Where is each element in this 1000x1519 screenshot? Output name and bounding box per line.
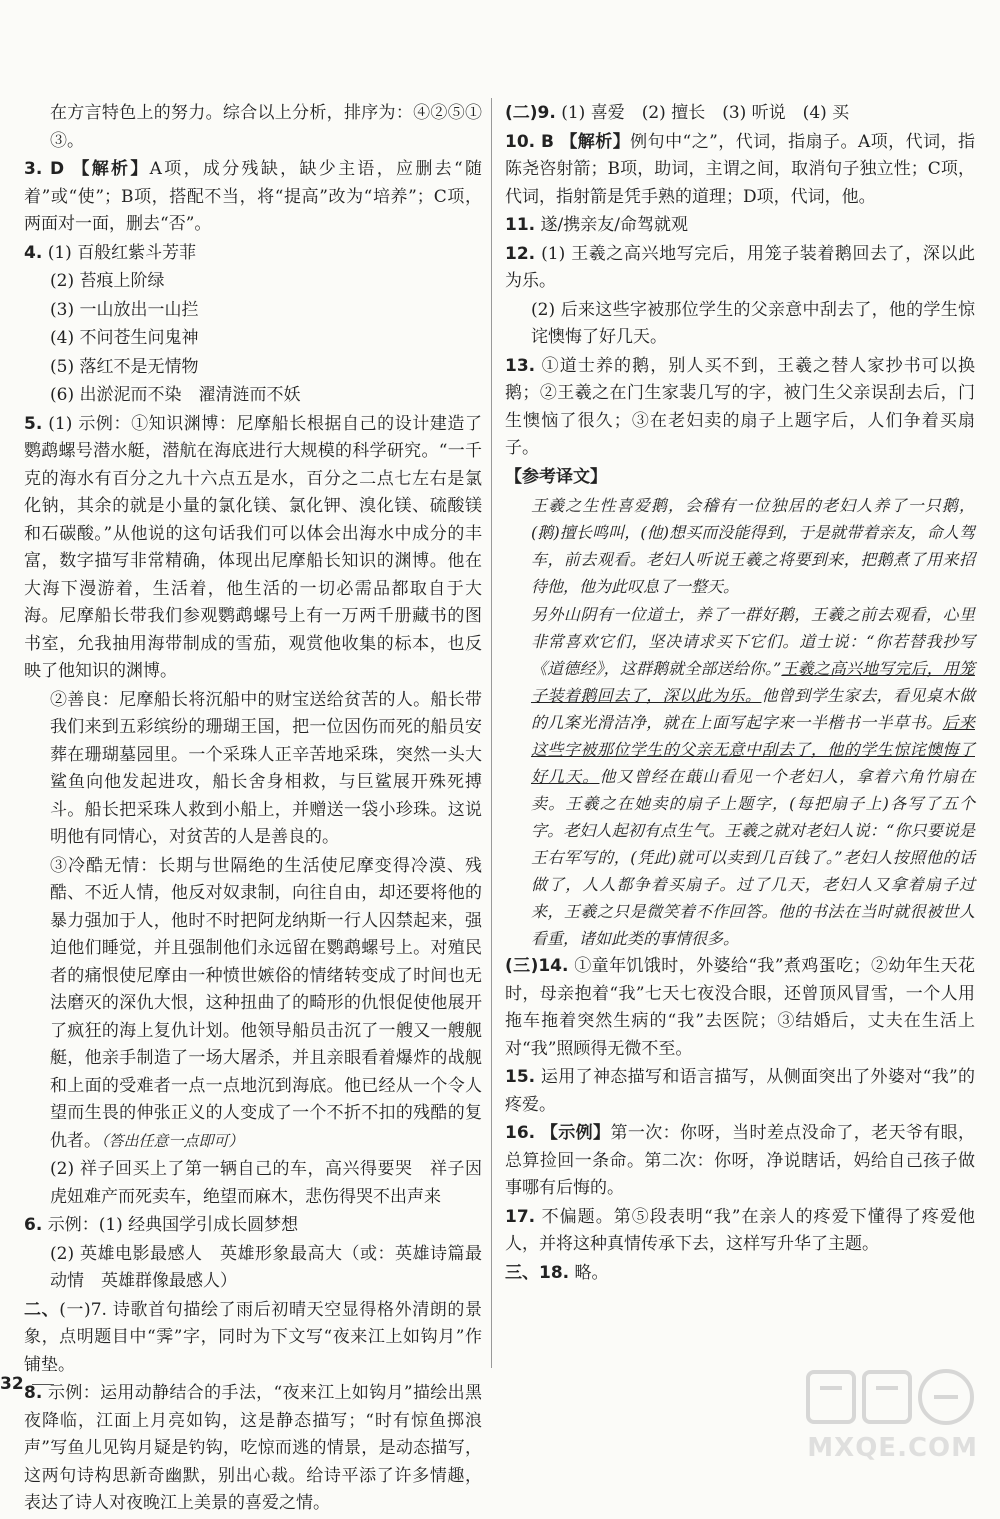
answer-paragraph: (2) 祥子回买上了第一辆自己的车，高兴得要哭 祥子因虎妞难产而死卖车，绝望而麻木，悲伤得哭不出声来 <box>50 1159 482 1207</box>
answer-paragraph: (2) 后来这些字被那位学生的父亲意中刮去了，他的学生惊诧懊悔了好几天。 <box>531 299 975 347</box>
answer-paragraph: ③冷酷无情：长期与世隔绝的生活使尼摩变得冷漠、残酷、不近人情，他反对奴隶制，向往自由，却还要将他的暴力强加于人，他时不时把阿龙纳斯一行人囚禁起来，强迫他们睡觉，并且强制他们永远留在鹦鹉螺号上。对殖民者的痛恨使尼摩由一种愤世嫉俗的情绪转变成了时间也无法磨灭的深仇大恨，这种扭曲了的畸形的仇恨促使他展开了疯狂的海上复仇计划。他领导船员击沉了一艘又一艘舰艇，他亲手制造了一场大屠杀，并且亲眼看着爆炸的战舰和上面的受难者一点一点地沉到海底。他已经从一个令人望而生畏的伸张正义的人变成了一个不折不扣的残酷的复仇者。（答出任意一点即可） <box>50 855 482 1151</box>
answer-line: 在方言特色上的努力。综合以上分析，排序为：④②⑤①③。 <box>50 103 482 151</box>
column-divider <box>491 98 492 1368</box>
translation-paragraph: 另外山阴有一位道士，养了一群好鹅，王羲之前去观看，心里非常喜欢它们，坚决请求买下它们。道士说：“你若替我抄写《道德经》，这群鹅就全部送给你。”王羲之高兴地写完后，用笼子装着鹅回去了，深以此为乐。他曾到学生家去，看见桌木做的几案光滑洁净，就在上面写起字来一半楷书一半草书。后来这些字被那位学生的父亲无意中刮去了，他的学生惊诧懊悔了好几天。他又曾经在蕺山看见一个老妇人，拿着六角竹扇在卖。王羲之在她卖的扇子上题字，(每把扇子上)各写了五个字。老妇人起初有点生气。王羲之就对老妇人说：“你只要说是王右军写的，(凭此)就可以卖到几百钱了。”老妇人按照他的话做了，人人都争着买扇子。过了几天，老妇人又拿着扇子过来，王羲之只是微笑着不作回答。他的书法在当时就很被世人看重，诸如此类的事情很多。 <box>531 605 975 948</box>
answer-paragraph: ②善良：尼摩船长将沉船中的财宝送给贫苦的人。船长带我们来到五彩缤纷的珊瑚王国，把一位因伤而死的船员安葬在珊瑚墓园里。一个采珠人正辛苦地采珠，突然一头大鲨鱼向他发起进攻，船长舍身相救，与巨鲨展开殊死搏斗。船长把采珠人救到小船上，并赠送一袋小珍珠。这说明他有同情心，对贫苦的人是善良的。 <box>50 689 482 847</box>
answer-paragraph: (2) 英雄电影最感人 英雄形象最高大（或：英雄诗篇最动情 英雄群像最感人） <box>50 1243 482 1291</box>
answer-line: (3) 一山放出一山拦 <box>50 299 199 320</box>
watermark-logo <box>800 1362 990 1467</box>
page-number: 32 <box>0 1374 54 1394</box>
answer-4: 4. (1) 百般红紫斗芳菲 <box>24 242 197 263</box>
answer-6: 6. 示例：(1) 经典国学引成长圆梦想 <box>24 1215 299 1235</box>
answer-11: 11. 遂/携亲友/命驾就观 <box>505 215 688 235</box>
answer-10: 10. B 【解析】例句中“之”，代词，指扇子。A项，代词，指陈尧咨射箭；B项，助词，主谓之间，取消句子独立性；C项，代词，指射箭是凭手熟的道理；D项，代词，他。 <box>505 131 975 207</box>
answer-17: 17. 不偏题。第⑤段表明“我”在亲人的疼爱下懂得了疼爱他人，并将这种真情传承下去，这样写升华了主题。 <box>505 1206 975 1254</box>
answer-9: (二)9. (1) 喜爱 (2) 擅长 (3) 听说 (4) 买 <box>505 103 850 123</box>
answer-8: 8. 示例：运用动静结合的手法，“夜来江上如钩月”描绘出黑夜降临，江面上月亮如钩，这是静态描写；“时有惊鱼掷浪声”写鱼儿见钩月疑是钓钩，吃惊而逃的情景，是动态描写，这两句诗构思新奇幽默，别出心裁。给诗平添了许多情趣，表达了诗人对夜晚江上美景的喜爱之情。 <box>24 1383 482 1513</box>
answer-13: 13. ①道士养的鹅，别人买不到，王羲之替人家抄书可以换鹅；②王羲之在门生家裴几写的字，被门生父亲误刮去后，门生懊恼了很久；③在老妇卖的扇子上题字后，人们争着买扇子。 <box>505 355 976 458</box>
answer-7: 二、(一)7. 诗歌首句描绘了雨后初晴天空显得格外清朗的景象，点明题目中“霁”字，同时为下文写“夜来江上如钩月”作铺垫。 <box>24 1299 483 1375</box>
watermark-icon <box>800 1362 990 1442</box>
answer-18: 三、18. 略。 <box>505 1262 609 1283</box>
answer-line: (6) 出淤泥而不染 濯清涟而不妖 <box>50 385 301 405</box>
left-column <box>24 100 482 1519</box>
answer-line: (2) 苔痕上阶绿 <box>50 271 165 291</box>
translation-paragraph: 王羲之生性喜爱鹅，会稽有一位独居的老妇人养了一只鹅，(鹅)擅长鸣叫，(他)想买而没能得到，于是就带着亲友，命人驾车，前去观看。老妇人听说王羲之将要到来，把鹅煮了用来招待他，他为此叹息了一整天。 <box>531 496 975 596</box>
answer-5: 5. (1) 示例：①知识渊博：尼摩船长根据自己的设计建造了鹦鹉螺号潜水艇，潜航在海底进行大规模的科学研究。“一千克的海水有百分之九十六点五是水，百分之二点七左右是氯化钠，其余的就是小量的氯化镁、氯化钾、溴化镁、硫酸镁和石碳酸。”从他说的这句话我们可以体会出海水中成分的丰富，数字描写非常精确，体现出尼摩船长知识的渊博。他在大海下漫游着，生活着，他生活的一切必需品都取自于大海。尼摩船长带我们参观鹦鹉螺号上有一万两千册藏书的图书室，允我抽用海带制成的雪茄，观赏他收集的标本，也反映了他知识的渊博。 <box>24 413 483 681</box>
answer-line: (5) 落红不是无情物 <box>50 356 199 377</box>
answer-12: 12. (1) 王羲之高兴地写完后，用笼子装着鹅回去了，深以此为乐。 <box>505 243 976 291</box>
answer-15: 15. 运用了神态描写和语言描写，从侧面突出了外婆对“我”的疼爱。 <box>505 1067 976 1115</box>
translation-heading: 【参考译文】 <box>505 466 607 487</box>
answer-3: 3. D 【解析】A项，成分残缺，缺少主语，应删去“随着”或“使”；B项，搭配不当，将“提高”改为“培养”；C项，两面对一面，删去“否”。 <box>24 159 483 234</box>
watermark-text: MXQE.COM <box>807 1433 978 1463</box>
right-column <box>505 100 975 1288</box>
answer-16: 16. 【示例】第一次：你呀，当时差点没命了，老天爷有眼，总算捡回一条命。第二次：你呀，净说瞎话，妈给自己孩子做事哪有后悔的。 <box>505 1123 976 1198</box>
answer-line: (4) 不问苍生问鬼神 <box>50 328 199 348</box>
answer-14: (三)14. ①童年饥饿时，外婆给“我”煮鸡蛋吃；②幼年生天花时，母亲抱着“我”七天七夜没合眼，还曾顶风冒雪，一个人用拖车拖着突然生病的“我”去医院；③结婚后，丈夫在生活上对“我”照顾得无微不至。 <box>505 956 975 1059</box>
